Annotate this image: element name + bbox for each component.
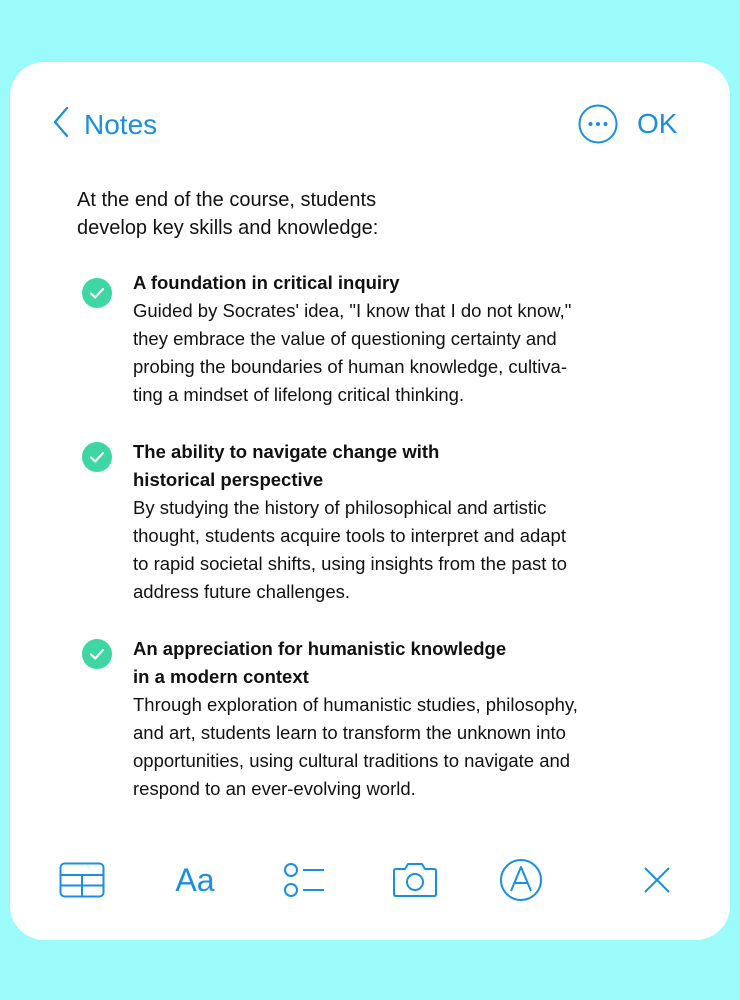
camera-icon	[391, 862, 439, 898]
ok-button[interactable]: OK	[637, 108, 678, 139]
list-item-title: An appreciation for humanistic knowledge in a modern context	[133, 638, 507, 687]
format-text-button[interactable]	[170, 858, 220, 902]
close-button[interactable]	[640, 858, 674, 902]
list-item-text	[133, 269, 653, 409]
navigation-bar	[10, 100, 730, 148]
chevron-left-icon	[50, 104, 72, 145]
checkmark-circle-icon	[82, 639, 112, 669]
ellipsis-circle-icon	[578, 104, 618, 144]
back-button[interactable]	[50, 104, 157, 145]
list-item-text	[133, 438, 653, 606]
table-icon	[59, 862, 105, 898]
close-icon	[643, 866, 671, 894]
note-card	[10, 62, 730, 940]
bottom-toolbar	[10, 858, 730, 902]
checkmark-circle-icon	[82, 278, 112, 308]
note-intro: At the end of the course, students develop key skills and knowledge:	[77, 189, 379, 239]
markup-pen-icon	[499, 858, 543, 902]
list-item-text	[133, 635, 653, 803]
camera-button[interactable]	[390, 858, 440, 902]
list-item-body: By studying the history of philosophical and artistic thought, students acquire tools to interpret and adapt to rapid societal shifts, using insights from the past to address future challenges.	[133, 497, 567, 602]
back-label: Notes	[84, 108, 158, 140]
list-item-title: A foundation in critical inquiry	[133, 272, 400, 293]
checklist-button[interactable]	[282, 858, 326, 902]
checklist-icon	[283, 861, 325, 899]
list-item-title: The ability to navigate change with historical perspective	[133, 441, 440, 490]
markup-button[interactable]	[499, 858, 543, 902]
list-item-body: Guided by Socrates' idea, "I know that I do not know," they embrace the value of questioning certainty and probing the boundaries of human knowledge, cultiva- ting a mindset of lifelong critical thinking.	[133, 300, 572, 405]
table-button[interactable]	[58, 858, 106, 902]
list-item-body: Through exploration of humanistic studies, philosophy, and art, students learn to transform the unknown into opportunities, using cultural traditions to navigate and respond to an ever-evolving world.	[133, 694, 578, 799]
checkmark-circle-icon	[82, 442, 112, 472]
more-options-button[interactable]	[578, 104, 618, 144]
format-text-label: Aa	[175, 862, 215, 898]
